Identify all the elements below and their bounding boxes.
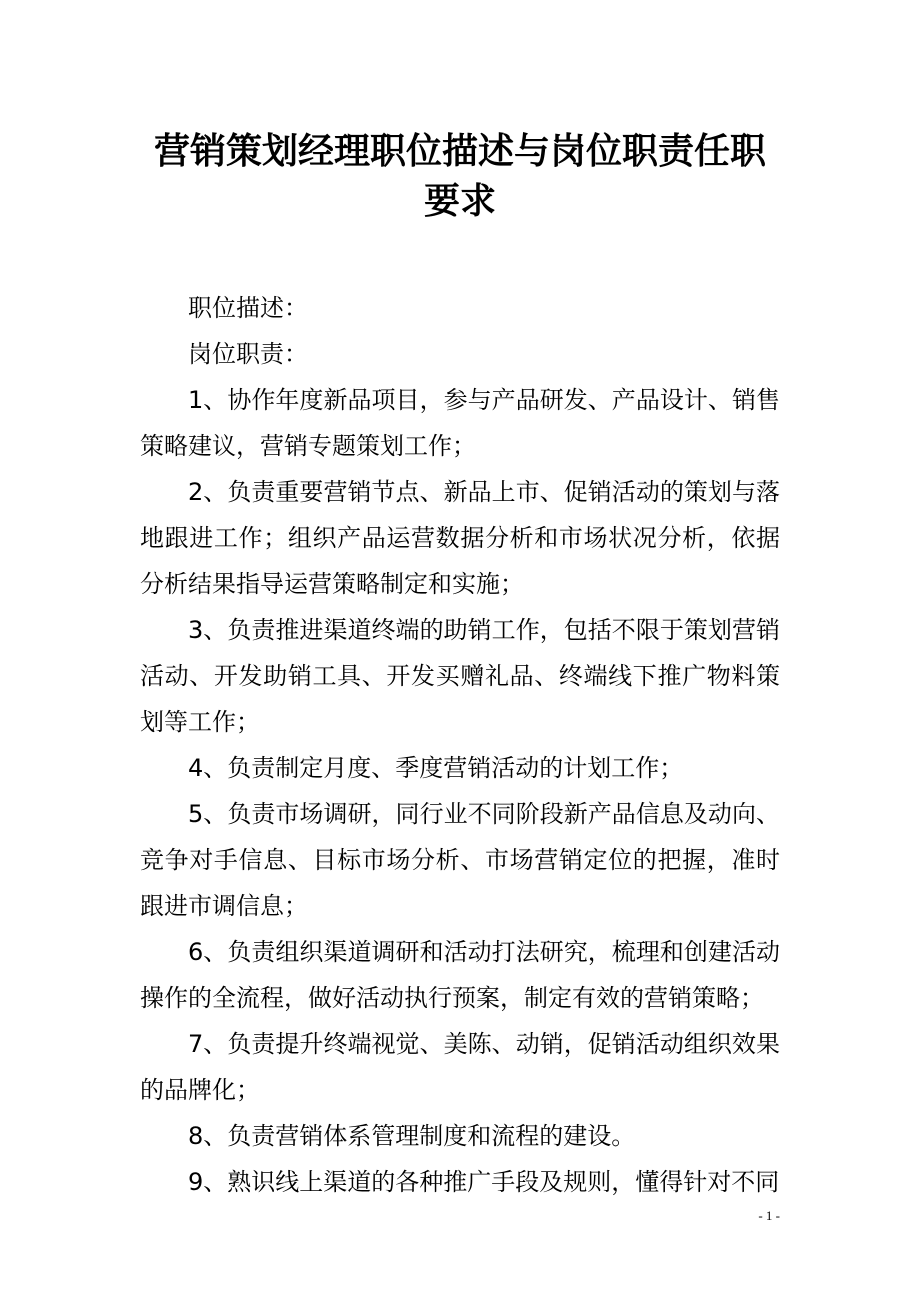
paragraph-duty-9: 9、熟识线上渠道的各种推广手段及规则，懂得针对不同 xyxy=(188,1168,780,1196)
page-number: - 1 - xyxy=(758,1208,780,1223)
paragraph-duty-1: 1、协作年度新品项目，参与产品研发、产品设计、销售策略建议，营销专题策划工作； xyxy=(140,386,780,460)
paragraph-duty-5: 5、负责市场调研，同行业不同阶段新产品信息及动向、竞争对手信息、目标市场分析、市场营销定位的把握，准时跟进市调信息； xyxy=(140,800,780,920)
paragraph-duty-3: 3、负责推进渠道终端的助销工作，包括不限于策划营销活动、开发助销工具、开发买赠礼品、终端线下推广物料策划等工作； xyxy=(140,616,780,736)
paragraph-duty-4: 4、负责制定月度、季度营销活动的计划工作； xyxy=(188,754,684,782)
paragraph-duty-2: 2、负责重要营销节点、新品上市、促销活动的策划与落地跟进工作；组织产品运营数据分析和市场状况分析，依据分析结果指导运营策略制定和实施； xyxy=(140,478,780,598)
paragraph-job-description-heading: 职位描述： xyxy=(188,294,308,322)
paragraph-duty-6: 6、负责组织渠道调研和活动打法研究，梳理和创建活动操作的全流程，做好活动执行预案，制定有效的营销策略； xyxy=(140,938,780,1012)
paragraph-duties-heading: 岗位职责： xyxy=(188,340,308,368)
document-body xyxy=(140,285,780,1205)
paragraph-duty-7: 7、负责提升终端视觉、美陈、动销，促销活动组织效果的品牌化； xyxy=(140,1030,780,1104)
document-title: 营销策划经理职位描述与岗位职责任职要求 xyxy=(153,130,766,222)
paragraph-duty-8: 8、负责营销体系管理制度和流程的建设。 xyxy=(188,1122,636,1150)
